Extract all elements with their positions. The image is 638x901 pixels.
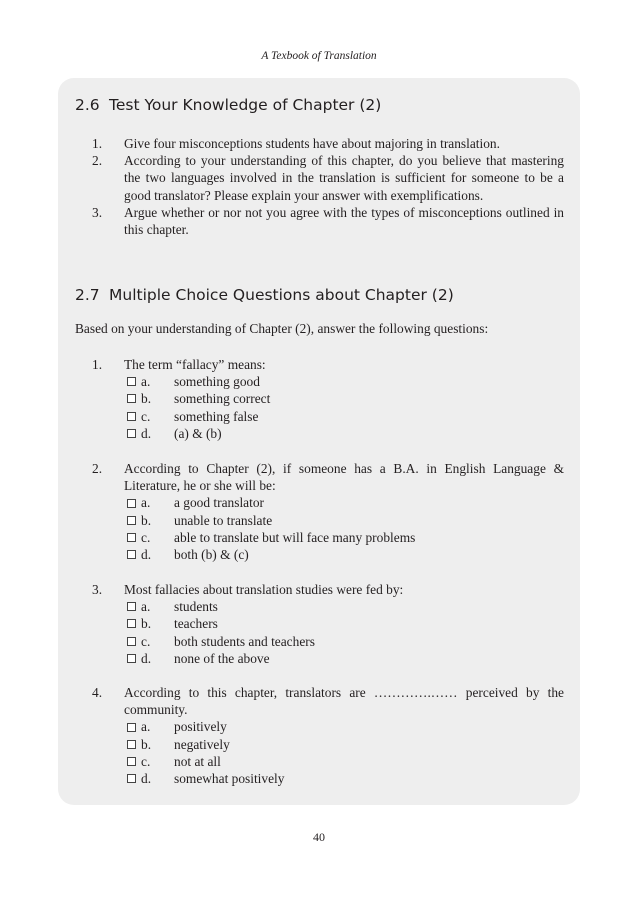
option-letter: a. [141,374,151,390]
answer-option[interactable] [127,615,564,632]
option-text: teachers [174,616,218,632]
list-item [92,152,564,204]
answer-option[interactable] [127,633,564,650]
checkbox[interactable] [127,533,136,542]
option-text: somewhat positively [174,770,285,786]
option-letter: c. [141,408,151,424]
option-letter: d. [141,546,152,562]
mcq-question-4 [92,684,564,787]
answer-option[interactable] [127,770,564,787]
option-letter: a. [141,719,151,735]
section-number: 2.7 [75,286,100,304]
option-letter: d. [141,425,152,441]
knowledge-questions-list [92,135,564,238]
mcq-question-2 [92,460,564,563]
question-stem: According to this chapter, translators are ………….…… perceived by the community. [124,685,564,718]
checkbox[interactable] [127,602,136,611]
question-number: 2. [92,461,103,476]
option-letter: d. [141,650,152,666]
option-text: something false [174,408,259,424]
option-letter: b. [141,391,152,407]
question-stem: The term “fallacy” means: [124,357,266,372]
option-letter: b. [141,512,152,528]
answer-option[interactable] [127,408,564,425]
running-head: A Texbook of Translation [261,50,377,62]
checkbox[interactable] [127,550,136,559]
option-letter: c. [141,633,151,649]
item-number: 2. [92,153,103,169]
section-title: Multiple Choice Questions about Chapter (2) [109,286,454,304]
page-number: 40 [313,830,325,844]
answer-option[interactable] [127,529,564,546]
item-number: 3. [92,204,103,220]
checkbox[interactable] [127,412,136,421]
mcq-question-3 [92,581,564,667]
item-number: 1. [92,136,103,151]
section-heading-2-7 [75,286,454,304]
question-stem: Most fallacies about translation studies were fed by: [124,582,404,597]
option-text: able to translate but will face many problems [174,529,416,545]
answer-option[interactable] [127,425,564,442]
option-text: positively [174,719,227,735]
checkbox[interactable] [127,654,136,663]
question-stem: According to Chapter (2), if someone has a B.A. in English Language & Literature, he or she will be: [124,461,564,494]
checkbox[interactable] [127,723,136,732]
answer-option[interactable] [127,494,564,511]
checkbox[interactable] [127,740,136,749]
option-letter: c. [141,529,151,545]
checkbox[interactable] [127,394,136,403]
answer-option[interactable] [127,390,564,407]
checkbox[interactable] [127,377,136,386]
item-text: Argue whether or nor not you agree with the types of misconceptions outlined in this chapter. [124,204,564,238]
option-text: students [174,599,218,615]
checkbox[interactable] [127,774,136,783]
option-text: unable to translate [174,512,273,528]
item-text: According to your understanding of this chapter, do you believe that mastering the two languages involved in the translation is sufficient for someone to be a good translator? Please explain your answer with exemplifications. [124,153,564,203]
option-text: something correct [174,391,271,407]
checkbox[interactable] [127,499,136,508]
checkbox[interactable] [127,619,136,628]
option-text: none of the above [174,650,270,666]
section-title: Test Your Knowledge of Chapter (2) [109,96,382,114]
checkbox[interactable] [127,516,136,525]
option-letter: a. [141,495,151,511]
option-letter: d. [141,770,152,786]
option-letter: b. [141,616,152,632]
answer-option[interactable] [127,546,564,563]
answer-option[interactable] [127,598,564,615]
item-text: Give four misconceptions students have about majoring in translation. [124,136,500,151]
question-number: 3. [92,582,103,597]
option-text: a good translator [174,495,264,511]
option-text: not at all [174,753,221,769]
option-text: (a) & (b) [174,425,222,441]
question-number: 1. [92,357,103,372]
option-letter: a. [141,599,151,615]
answer-option[interactable] [127,650,564,667]
answer-option[interactable] [127,718,564,735]
option-text: negatively [174,736,230,752]
section-heading-2-6 [75,96,381,114]
answer-option[interactable] [127,753,564,770]
instructions-text: Based on your understanding of Chapter (2), answer the following questions: [75,321,489,336]
mcq-question-1 [92,356,564,442]
option-letter: b. [141,736,152,752]
answer-option[interactable] [127,512,564,529]
checkbox[interactable] [127,757,136,766]
option-text: both students and teachers [174,633,315,649]
answer-option[interactable] [127,736,564,753]
checkbox[interactable] [127,637,136,646]
option-letter: c. [141,753,151,769]
option-text: something good [174,374,260,390]
list-item [92,135,564,152]
option-text: both (b) & (c) [174,546,249,562]
answer-option[interactable] [127,373,564,390]
question-number: 4. [92,685,103,700]
list-item [92,204,564,238]
checkbox[interactable] [127,429,136,438]
section-number: 2.6 [75,96,100,114]
